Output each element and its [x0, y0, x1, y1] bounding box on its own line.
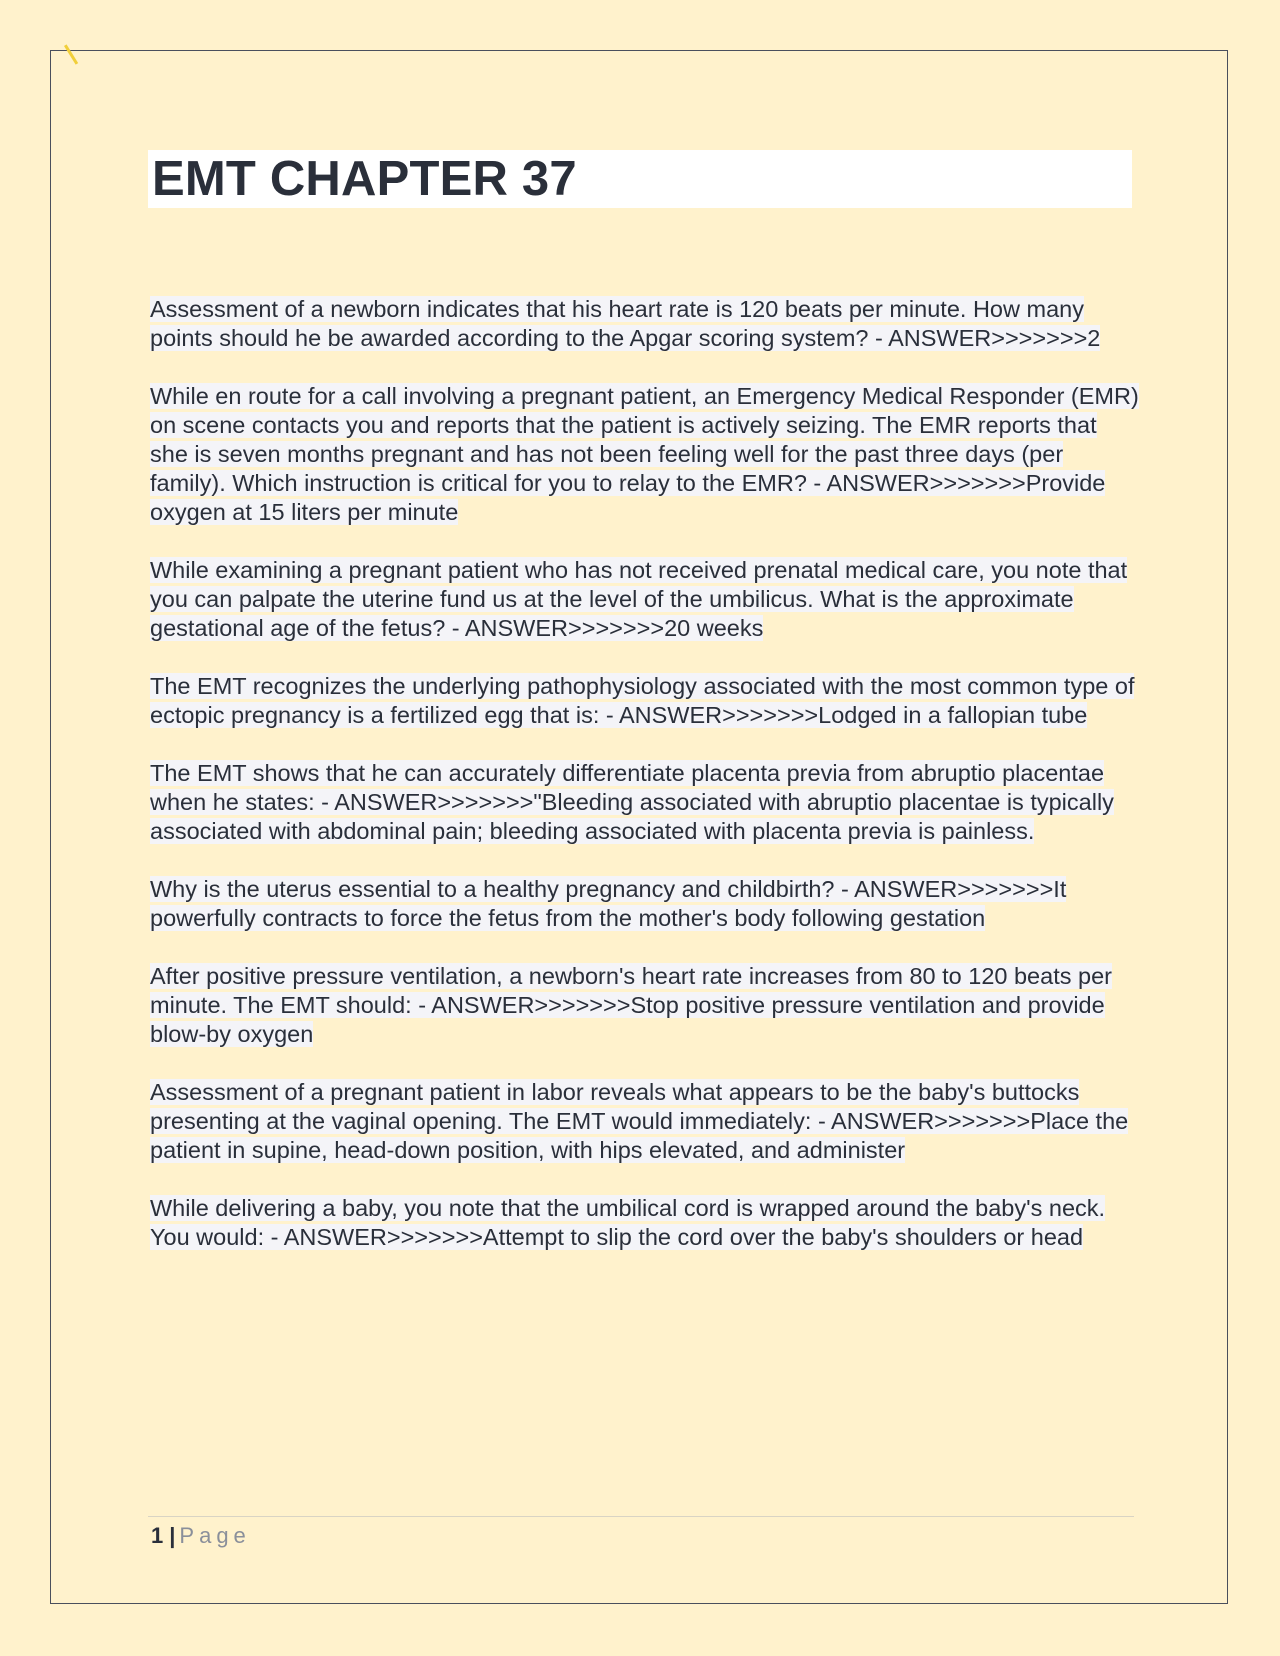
page-footer [151, 1522, 251, 1550]
qa-text: While examining a pregnant patient who has not received prenatal medical care, you note that you can palpate the uterine fund us at the level of the umbilicus. What is the approximate gestational age of the fetus? - ANSWER>>>>>>>20 weeks [150, 557, 1128, 641]
page-number: 1 [151, 1523, 164, 1548]
qa-item [150, 1194, 1140, 1252]
qa-item [150, 962, 1140, 1049]
qa-item [150, 295, 1140, 353]
qa-item [150, 382, 1140, 527]
qa-text: While en route for a call involving a pregnant patient, an Emergency Medical Responder (EMR) on scene contacts you and reports that the patient is actively seizing. The EMR reports that she is seven months pregnant and has not been feeling well for the past three days (per family). Which instruction is critical for you to relay to the EMR? - ANSWER>>>>>>>Provide oxygen at 15 liters per minute [150, 383, 1139, 525]
qa-text: Assessment of a newborn indicates that his heart rate is 120 beats per minute. How many points should he be awarded according to the Apgar scoring system? - ANSWER>>>>>>>2 [150, 296, 1101, 351]
qa-item [150, 672, 1140, 730]
qa-text: The EMT recognizes the underlying pathophysiology associated with the most common type of ectopic pregnancy is a fertilized egg that is: - ANSWER>>>>>>>Lodged in a fallopian tube [150, 673, 1135, 728]
qa-text: Why is the uterus essential to a healthy pregnancy and childbirth? - ANSWER>>>>>>>It powerfully contracts to force the fetus from the mother's body following gestation [150, 876, 1067, 931]
qa-item [150, 875, 1140, 933]
qa-text: Assessment of a pregnant patient in labor reveals what appears to be the baby's buttocks presenting at the vaginal opening. The EMT would immediately: - ANSWER>>>>>>>Place the patient in supine, head-down position, with hips elevated, and administer [150, 1079, 1129, 1163]
footer-divider [148, 1516, 1134, 1517]
qa-text: After positive pressure ventilation, a newborn's heart rate increases from 80 to 120 beats per minute. The EMT should: - ANSWER>>>>>>>Stop positive pressure ventilation and provide blow-by oxygen [150, 963, 1112, 1047]
qa-list [150, 295, 1140, 1281]
qa-text: While delivering a baby, you note that the umbilical cord is wrapped around the baby's neck. You would: - ANSWER>>>>>>>Attempt to slip the cord over the baby's shoulders or head [150, 1195, 1106, 1250]
qa-item [150, 759, 1140, 846]
qa-item [150, 556, 1140, 643]
qa-item [150, 1078, 1140, 1165]
page-title: EMT CHAPTER 37 [152, 152, 577, 206]
page-label: Page [179, 1523, 251, 1548]
qa-text: The EMT shows that he can accurately differentiate placenta previa from abruptio placentae when he states: - ANSWER>>>>>>>"Bleeding associated with abruptio placentae is typically associated with abdominal pain; bleeding associated with placenta previa is painless. [150, 760, 1114, 844]
footer-separator: | [169, 1523, 176, 1548]
